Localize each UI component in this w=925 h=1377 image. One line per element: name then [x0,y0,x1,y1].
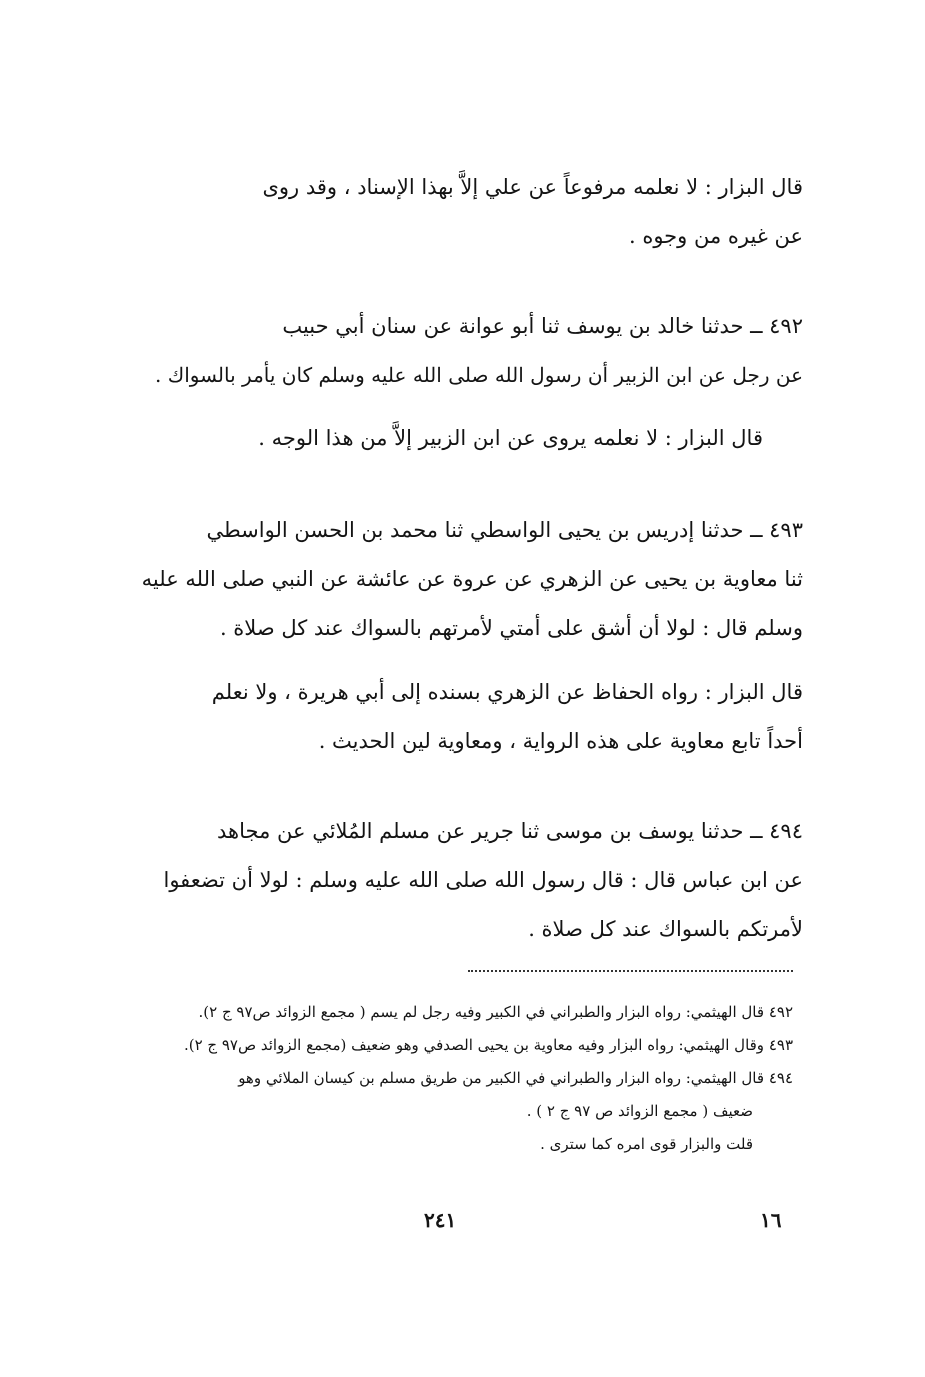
paragraph-bazzar-comment-1 [140,163,803,261]
text-line: ٤٩٢ ــ حدثنا خالد بن يوسف ثنا أبو عوانة عن سنان أبي حبيب [282,314,803,338]
paragraph-hadith-494 [140,807,803,954]
page-number: ٢٤١ [424,1208,457,1232]
text-line: ٤٩٣ ــ حدثنا إدريس بن يحيى الواسطي ثنا محمد بن الحسن الواسطي [206,518,803,542]
text-line: ٤٩٤ ــ حدثنا يوسف بن موسى ثنا جرير عن مسلم المُلائي عن مجاهد [217,819,803,843]
signature-mark: ١٦ [760,1208,782,1232]
footnote-494-continued: ضعيف ( مجمع الزوائد ص ٩٧ ج ٢ ) . [526,1102,753,1120]
text-line: عن غيره من وجوه . [628,224,803,248]
text-line: قال البزار : لا نعلمه يروى عن ابن الزبير إلاَّ من هذا الوجه . [258,426,763,450]
text-line: عن ابن عباس قال : قال رسول الله صلى الله عليه وسلم : لولا أن تضعفوا [163,868,803,892]
footnote-separator [468,970,793,972]
footnote-494: ٤٩٤ قال الهيثمي: رواه البزار والطبراني في الكبير من طريق مسلم بن كيسان الملائي وهو [238,1069,793,1087]
footnote-author-note: قلت والبزار قوى امره كما سترى . [540,1135,753,1153]
footnotes [125,996,793,1161]
paragraph-bazzar-comment-2 [163,414,763,463]
text-line: لأمرتكم بالسواك عند كل صلاة . [528,917,803,941]
text-line: قال البزار : رواه الحفاظ عن الزهري بسنده إلى أبي هريرة ، ولا نعلم [211,680,803,704]
footnote-493: ٤٩٣ وقال الهيثمي: رواه البزار وفيه معاوية بن يحيى الصدفي وهو ضعيف (مجمع الزوائد ص٩٧ ج ٢). [183,1036,793,1054]
text-line: أحداً تابع معاوية على هذه الرواية ، ومعاوية لين الحديث . [318,729,803,753]
text-line: ثنا معاوية بن يحيى عن الزهري عن عروة عن عائشة عن النبي صلى الله عليه [141,567,803,591]
paragraph-hadith-493 [140,506,803,653]
text-line: وسلم قال : لولا أن أشق على أمتي لأمرتهم بالسواك عند كل صلاة . [219,616,803,640]
paragraph-bazzar-comment-3 [140,668,803,766]
footnote-492: ٤٩٢ قال الهيثمي: رواه البزار والطبراني في الكبير وفيه رجل لم يسم ( مجمع الزوائد ص٩٧ ج ٢). [198,1003,793,1021]
text-line: عن رجل عن ابن الزبير أن رسول الله صلى الله عليه وسلم كان يأمر بالسواك . [155,363,803,387]
text-line: قال البزار : لا نعلمه مرفوعاً عن علي إلاَّ بهذا الإسناد ، وقد روى [262,175,803,199]
paragraph-hadith-492 [140,302,803,400]
